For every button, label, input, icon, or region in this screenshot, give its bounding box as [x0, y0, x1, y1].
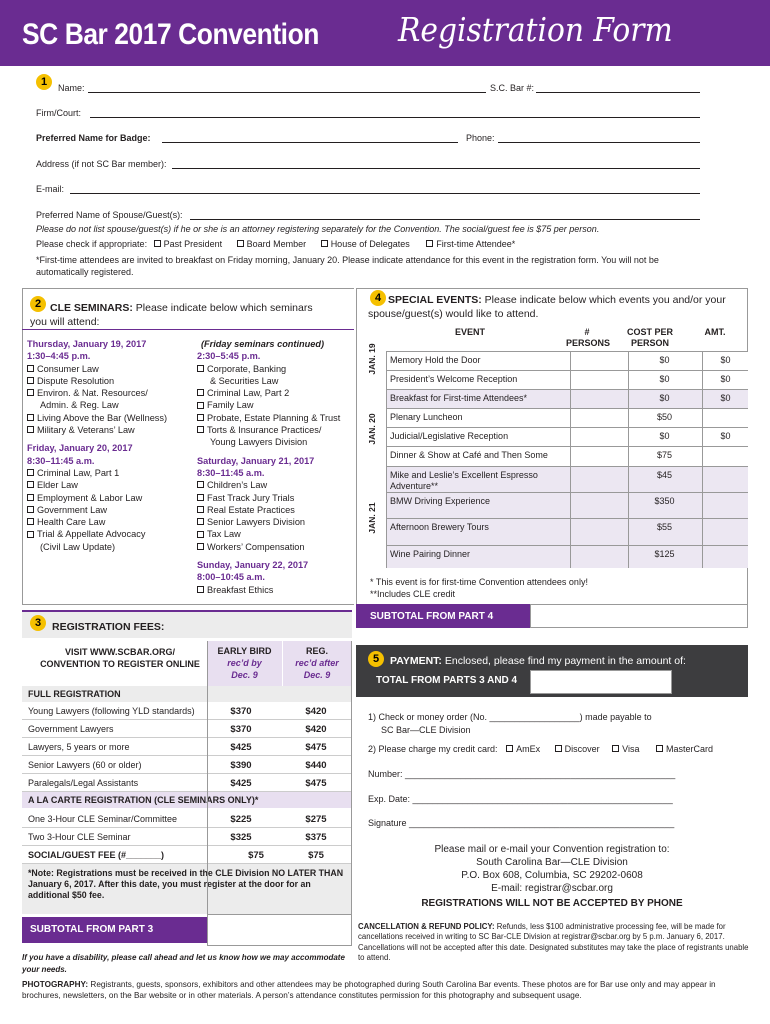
event-row[interactable]: [386, 389, 748, 408]
fee-reg: $440: [305, 760, 327, 771]
event-row[interactable]: [386, 351, 748, 370]
day-jan20: JAN. 20: [367, 413, 377, 445]
event-amt: [702, 467, 748, 492]
address-field[interactable]: [172, 168, 700, 169]
seminar-cont: & Securities Law: [210, 375, 279, 386]
script-title: Registration Form: [398, 10, 673, 49]
seminar-option[interactable]: Elder Law: [27, 479, 192, 491]
checkbox[interactable]: [27, 531, 34, 538]
firsttime-note: *First-time attendees are invited to breakfast on Friday morning, January 20. Please indicate attendance for this event in the registration form. You will not be automatically registered.: [36, 255, 659, 277]
badge-label: Preferred Name for Badge:: [36, 133, 151, 143]
check-payable: SC Bar—CLE Division: [381, 725, 471, 735]
fee-row[interactable]: [22, 810, 352, 828]
signature-field[interactable]: Signature _____________________________________________________: [368, 818, 675, 828]
social-label: SOCIAL/GUEST FEE (#_______): [28, 850, 165, 860]
events-header-persons: # PERSONS: [566, 327, 611, 348]
cancel-policy: CANCELLATION & REFUND POLICY: Refunds, less $100 administrative processing fee, will be made for cancellations received in writing to SC Bar-CLE Division at registrar@scbar.org by 5 p.m. January 6, 2017. Cancellations will not be accepted after this date. Designated substitutes may take the place of registrants unable to attend.: [358, 922, 749, 962]
day-jan21: JAN. 21: [367, 502, 377, 534]
fee-reg: $475: [305, 778, 327, 789]
event-amt: $0: [702, 371, 748, 389]
mail-line2: South Carolina Bar—CLE Division: [476, 857, 628, 868]
seminar-option[interactable]: Family Law: [197, 399, 357, 411]
seminar-option[interactable]: Workers’ Compensation: [197, 541, 357, 553]
part5-title: PAYMENT: Enclosed, please find my payment in the amount of:: [390, 655, 686, 667]
email-label: E-mail:: [36, 184, 65, 194]
social-reg: $75: [308, 850, 324, 861]
event-amt: $0: [702, 352, 748, 370]
event-cost: $125: [628, 546, 700, 568]
alacarte-label: A LA CARTE REGISTRATION (CLE SEMINARS ONLY)*: [22, 792, 352, 808]
seminar-heading: Saturday, January 21, 2017: [197, 455, 315, 466]
full-registration-label: FULL REGISTRATION: [22, 686, 352, 702]
spouse-note: Please do not list spouse/guest(s) if he or she is an attorney registering separately for the Convention. The social/guest fee is $75 per person.: [36, 224, 600, 234]
checkbox[interactable]: [27, 377, 34, 384]
card-number-field[interactable]: Number: ______________________________________________________: [368, 769, 676, 779]
checkbox[interactable]: [197, 402, 204, 409]
fee-row[interactable]: [22, 702, 352, 720]
event-amt: $0: [702, 428, 748, 446]
seminar-heading: 2:30–5:45 p.m.: [197, 351, 261, 362]
events-note2: **Includes CLE credit: [370, 589, 456, 599]
seminar-option[interactable]: Health Care Law: [27, 516, 192, 528]
seminar-option[interactable]: Military & Veterans’ Law: [27, 424, 192, 436]
seminar-option[interactable]: Children’s Law: [197, 479, 357, 491]
day-jan19: JAN. 19: [367, 343, 377, 375]
checkbox[interactable]: [27, 426, 34, 433]
event-persons-field[interactable]: [570, 390, 622, 408]
reg-header: REG. rec’d after Dec. 9: [283, 641, 351, 687]
page-title: SC Bar 2017 Convention: [22, 18, 319, 51]
event-persons-field[interactable]: [570, 546, 622, 568]
seminar-option[interactable]: Consumer Law: [27, 363, 192, 375]
event-persons-field[interactable]: [570, 428, 622, 446]
check-first-time[interactable]: First-time Attendee*: [426, 239, 515, 249]
checkbox[interactable]: [197, 506, 204, 513]
event-amt: [702, 409, 748, 427]
event-row[interactable]: [386, 492, 748, 518]
part5-number: 5: [368, 651, 384, 667]
event-cost: $50: [628, 409, 700, 427]
part3-subtotal-label: SUBTOTAL FROM PART 3: [30, 924, 154, 935]
mail-line1: Please mail or e-mail your Convention registration to:: [434, 844, 670, 855]
address-label: Address (if not SC Bar member):: [36, 159, 167, 169]
seminar-option[interactable]: Tax Law: [197, 528, 357, 540]
seminar-cont: (Civil Law Update): [40, 541, 116, 552]
card-discover[interactable]: Discover: [555, 744, 600, 754]
fee-label: Government Lawyers: [28, 724, 114, 734]
event-row[interactable]: [386, 545, 748, 568]
fee-early: $370: [230, 706, 252, 717]
fee-early: $425: [230, 778, 252, 789]
fee-label: Young Lawyers (following YLD standards): [28, 706, 195, 716]
event-name: Dinner & Show at Café and Then Some: [386, 447, 566, 466]
event-persons-field[interactable]: [570, 352, 622, 370]
event-cost: $0: [628, 390, 700, 408]
events-header-amt: AMT.: [704, 327, 726, 337]
event-persons-field[interactable]: [570, 493, 622, 518]
event-persons-field[interactable]: [570, 447, 622, 466]
fee-row[interactable]: [22, 774, 352, 792]
disability-note: If you have a disability, please call ahead and let us know how we may accommodate your needs.: [22, 953, 345, 974]
event-persons-field[interactable]: [570, 371, 622, 389]
event-amt: [702, 493, 748, 518]
part4-subtotal-label: SUBTOTAL FROM PART 4: [370, 611, 494, 622]
name-label: Name:: [58, 83, 85, 93]
seminar-option[interactable]: Probate, Estate Planning & Trust: [197, 412, 357, 424]
spouse-field[interactable]: [190, 219, 700, 220]
card-mastercard[interactable]: MasterCard: [656, 744, 713, 754]
badge-field[interactable]: [162, 142, 458, 143]
seminar-heading: 8:00–10:45 a.m.: [197, 572, 265, 583]
checkbox[interactable]: [27, 469, 34, 476]
events-header-event: EVENT: [454, 327, 485, 337]
checkbox[interactable]: [197, 531, 204, 538]
part4-title: SPECIAL EVENTS: Please indicate below which events you and/or your spouse/guest(s) would like to attend.: [368, 294, 726, 320]
mail-line4: E-mail: registrar@scbar.org: [491, 883, 613, 894]
fee-early: $390: [230, 760, 252, 771]
exp-date-field[interactable]: Exp. Date: ____________________________________________________: [368, 794, 673, 804]
seminar-cont: Admin. & Reg. Law: [40, 400, 119, 411]
event-cost: $0: [628, 352, 700, 370]
social-early: $75: [248, 850, 264, 861]
event-cost: $55: [628, 519, 700, 545]
check-label: Please check if appropriate:: [36, 239, 148, 249]
checkbox[interactable]: [27, 389, 34, 396]
fee-early: $370: [230, 724, 252, 735]
fee-early: $425: [230, 742, 252, 753]
event-persons-field[interactable]: [570, 409, 622, 427]
checkbox[interactable]: [27, 518, 34, 525]
social-row[interactable]: [22, 846, 352, 864]
event-name: Breakfast for First-time Attendees*: [386, 390, 566, 408]
fee-reg: $420: [305, 706, 327, 717]
mail-block: [356, 843, 748, 910]
fee-early: $325: [230, 832, 252, 843]
seminar-option[interactable]: Corporate, Banking: [197, 363, 357, 375]
seminar-option[interactable]: Environ. & Nat. Resources/: [27, 387, 192, 399]
seminar-heading: 8:30–11:45 a.m.: [27, 455, 95, 466]
checkbox[interactable]: [27, 365, 34, 372]
scbar-label: S.C. Bar #:: [490, 83, 535, 93]
events-header-cost: COST PER PERSON: [626, 327, 673, 348]
mail-line3: P.O. Box 608, Columbia, SC 29202-0608: [461, 870, 643, 881]
event-persons-field[interactable]: [570, 467, 622, 492]
firm-label: Firm/Court:: [36, 108, 81, 118]
seminar-option[interactable]: Real Estate Practices: [197, 504, 357, 516]
checkbox[interactable]: [197, 586, 204, 593]
seminar-option[interactable]: Government Law: [27, 504, 192, 516]
event-amt: [702, 519, 748, 545]
event-row[interactable]: [386, 518, 748, 545]
events-note1: * This event is for first-time Convention attendees only!: [370, 577, 588, 587]
seminar-option[interactable]: Trial & Appellate Advocacy: [27, 528, 192, 540]
seminar-heading: 8:30–11:45 a.m.: [197, 467, 265, 478]
event-name: Wine Pairing Dinner: [386, 546, 566, 568]
fee-label: Two 3-Hour CLE Seminar: [28, 832, 131, 842]
seminar-option[interactable]: Living Above the Bar (Wellness): [27, 412, 192, 424]
card-row: 2) Please charge my credit card: AmEx Discover Visa MasterCard: [368, 744, 714, 754]
event-cost: $350: [628, 493, 700, 518]
checkbox[interactable]: [27, 494, 34, 501]
checkbox[interactable]: [197, 543, 204, 550]
seminar-option[interactable]: Breakfast Ethics: [197, 584, 357, 596]
name-field[interactable]: [88, 92, 486, 93]
checkbox[interactable]: [27, 481, 34, 488]
seminar-note: (Friday seminars continued): [201, 339, 325, 349]
early-header: EARLY BIRD rec’d by Dec. 9: [207, 641, 282, 687]
seminar-option[interactable]: Senior Lawyers Division: [197, 516, 357, 528]
part3-title: REGISTRATION FEES:: [52, 621, 165, 633]
no-phone: REGISTRATIONS WILL NOT BE ACCEPTED BY PHONE: [421, 898, 683, 909]
seminars-col1: [27, 338, 192, 553]
event-row[interactable]: [386, 446, 748, 466]
fee-early: $225: [230, 814, 252, 825]
fee-label: Lawyers, 5 years or more: [28, 742, 130, 752]
part2-title: CLE SEMINARS: Please indicate below which seminars you will attend:: [30, 302, 313, 328]
checkbox[interactable]: [197, 426, 204, 433]
fee-note: *Note: Registrations must be received in the CLE Division NO LATER THAN January 6, 2017. After this date, you must register at the door for an additional $50 fee.: [28, 868, 344, 900]
fee-row[interactable]: [22, 738, 352, 756]
fee-label: Paralegals/Legal Assistants: [28, 778, 139, 788]
fee-label: Senior Lawyers (60 or older): [28, 760, 142, 770]
part3-number: 3: [30, 615, 46, 631]
checkbox[interactable]: [27, 414, 34, 421]
event-row[interactable]: [386, 466, 748, 492]
part4-number: 4: [370, 290, 386, 306]
part1-number: 1: [36, 74, 52, 90]
event-name: Mike and Leslie’s Excellent Espresso Adventure**: [386, 467, 566, 492]
fee-reg: $375: [305, 832, 327, 843]
event-name: Judicial/Legislative Reception: [386, 428, 566, 446]
check-option: 1) Check or money order (No. __________________) made payable to: [368, 712, 652, 722]
event-cost: $75: [628, 447, 700, 466]
seminars-col2: [197, 338, 357, 596]
event-name: BMW Driving Experience: [386, 493, 566, 518]
event-amt: $0: [702, 390, 748, 408]
event-cost: $0: [628, 371, 700, 389]
phone-field[interactable]: [498, 142, 700, 143]
seminar-heading: 1:30–4:45 p.m.: [27, 351, 91, 362]
part3-subtotal-field[interactable]: [207, 914, 352, 946]
checkbox[interactable]: [197, 494, 204, 501]
part2-number: 2: [30, 296, 46, 312]
check-house-delegates[interactable]: House of Delegates: [321, 239, 410, 249]
photo-policy: PHOTOGRAPHY: Registrants, guests, sponsors, exhibitors and other attendees may be photographed during South Carolina Bar events. These photos are for Bar use only and may appear in brochures, newsletters, on the Bar website or in other materials. A person’s attendance constitutes permission for this photography and subsequent usage.: [22, 980, 716, 1000]
total-label: TOTAL FROM PARTS 3 AND 4: [376, 675, 518, 686]
total-field[interactable]: [530, 670, 672, 694]
event-amt: [702, 546, 748, 568]
phone-label: Phone:: [466, 133, 495, 143]
event-name: President’s Welcome Reception: [386, 371, 566, 389]
checkbox[interactable]: [197, 389, 204, 396]
event-cost: $45: [628, 467, 700, 492]
part4-subtotal-field[interactable]: [530, 604, 748, 628]
spouse-label: Preferred Name of Spouse/Guest(s):: [36, 210, 183, 220]
card-amex[interactable]: AmEx: [506, 744, 540, 754]
seminar-heading: Sunday, January 22, 2017: [197, 560, 309, 571]
scbar-field[interactable]: [536, 92, 700, 93]
checkbox[interactable]: [197, 365, 204, 372]
seminar-cont: Young Lawyers Division: [210, 437, 308, 448]
check-row: [36, 239, 515, 249]
fee-reg: $275: [305, 814, 327, 825]
checkbox[interactable]: [197, 481, 204, 488]
checkbox[interactable]: [27, 506, 34, 513]
seminar-option[interactable]: Torts & Insurance Practices/: [197, 424, 357, 436]
check-board-member[interactable]: Board Member: [237, 239, 307, 249]
event-cost: $0: [628, 428, 700, 446]
check-past-president[interactable]: Past President: [154, 239, 223, 249]
fee-row[interactable]: [22, 720, 352, 738]
seminar-option[interactable]: Dispute Resolution: [27, 375, 192, 387]
firm-field[interactable]: [90, 117, 700, 118]
event-row[interactable]: [386, 427, 748, 446]
event-name: Afternoon Brewery Tours: [386, 519, 566, 545]
seminar-heading: Thursday, January 19, 2017: [27, 339, 147, 349]
visit-text: VISIT WWW.SCBAR.ORG/ CONVENTION TO REGISTER ONLINE: [40, 647, 200, 669]
fee-label: One 3-Hour CLE Seminar/Committee: [28, 814, 178, 824]
event-row[interactable]: [386, 370, 748, 389]
event-name: Plenary Luncheon: [386, 409, 566, 427]
event-amt: [702, 447, 748, 466]
seminar-option[interactable]: Employment & Labor Law: [27, 492, 192, 504]
event-persons-field[interactable]: [570, 519, 622, 545]
card-visa[interactable]: Visa: [612, 744, 639, 754]
fee-reg: $420: [305, 724, 327, 735]
fee-row[interactable]: [22, 828, 352, 846]
seminar-option[interactable]: Criminal Law, Part 2: [197, 387, 357, 399]
seminar-option[interactable]: Criminal Law, Part 1: [27, 467, 192, 479]
event-name: Memory Hold the Door: [386, 352, 566, 370]
fee-row[interactable]: [22, 756, 352, 774]
seminar-option[interactable]: Fast Track Jury Trials: [197, 492, 357, 504]
event-row[interactable]: [386, 408, 748, 427]
fee-reg: $475: [305, 742, 327, 753]
email-field[interactable]: [70, 193, 700, 194]
seminar-heading: Friday, January 20, 2017: [27, 443, 133, 454]
checkbox[interactable]: [197, 414, 204, 421]
checkbox[interactable]: [197, 518, 204, 525]
